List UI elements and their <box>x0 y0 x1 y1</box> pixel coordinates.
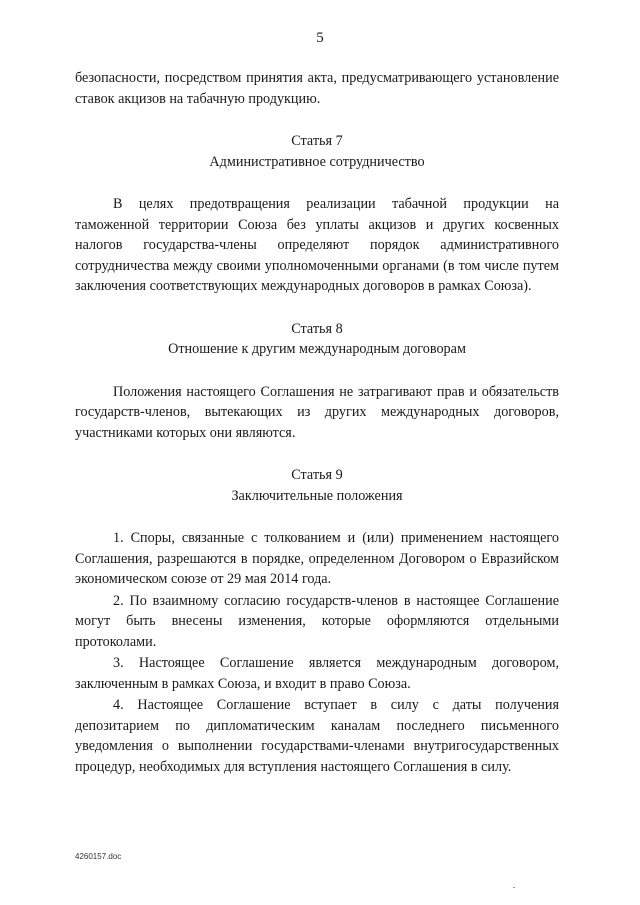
article-9-paragraph-3: 3. Настоящее Соглашение является международным договором, заключенным в рамках Союза, и входит в право Союза. <box>75 655 559 692</box>
article-7-title: Статья 7 <box>291 133 343 149</box>
article-9-title: Статья 9 <box>291 467 343 483</box>
document-file-code: 4260157.doc <box>75 852 122 861</box>
article-8-subtitle: Отношение к другим международным договорам <box>168 341 466 357</box>
intro-paragraph: безопасности, посредством принятия акта, предусматривающего установление ставок акцизов на табачную продукцию. <box>75 70 559 107</box>
article-7-text: В целях предотвращения реализации табачной продукции на таможенной территории Союза без уплаты акцизов и других косвенных налогов государства-члены определяют порядок административного сотрудничества между своими уполномоченными органами (в том числе путем заключения соответствующих международных договоров в рамках Союза). <box>75 196 559 294</box>
scan-artifact <box>513 887 515 888</box>
article-9-paragraph-2: 2. По взаимному согласию государств-членов в настоящее Соглашение могут быть внесены изменения, которые оформляются отдельными протоколами. <box>75 592 559 650</box>
article-9-paragraph-1: 1. Споры, связанные с толкованием и (или) применением настоящего Соглашения, разрешаются в порядке, определенном Договором о Евразийском экономическом союзе от 29 мая 2014 года. <box>75 530 559 587</box>
article-8-text: Положения настоящего Соглашения не затрагивают прав и обязательств государств-членов, вытекающих из других международных договоров, участниками которых они являются. <box>75 383 559 441</box>
article-8-title: Статья 8 <box>291 320 343 337</box>
document-body <box>75 68 559 777</box>
article-9 <box>75 465 559 777</box>
article-7-subtitle: Административное сотрудничество <box>209 153 425 170</box>
article-8 <box>75 319 559 444</box>
article-9-paragraph-4: 4. Настоящее Соглашение вступает в силу с даты получения депозитарием по дипломатическим каналам последнего письменного уведомления о выполнении государствами-членами внутригосударственных процедур, необходимых для вступления настоящего Соглашения в силу. <box>75 697 559 775</box>
article-7 <box>75 131 559 297</box>
page-number: 5 <box>316 30 324 46</box>
article-9-subtitle: Заключительные положения <box>231 487 403 504</box>
